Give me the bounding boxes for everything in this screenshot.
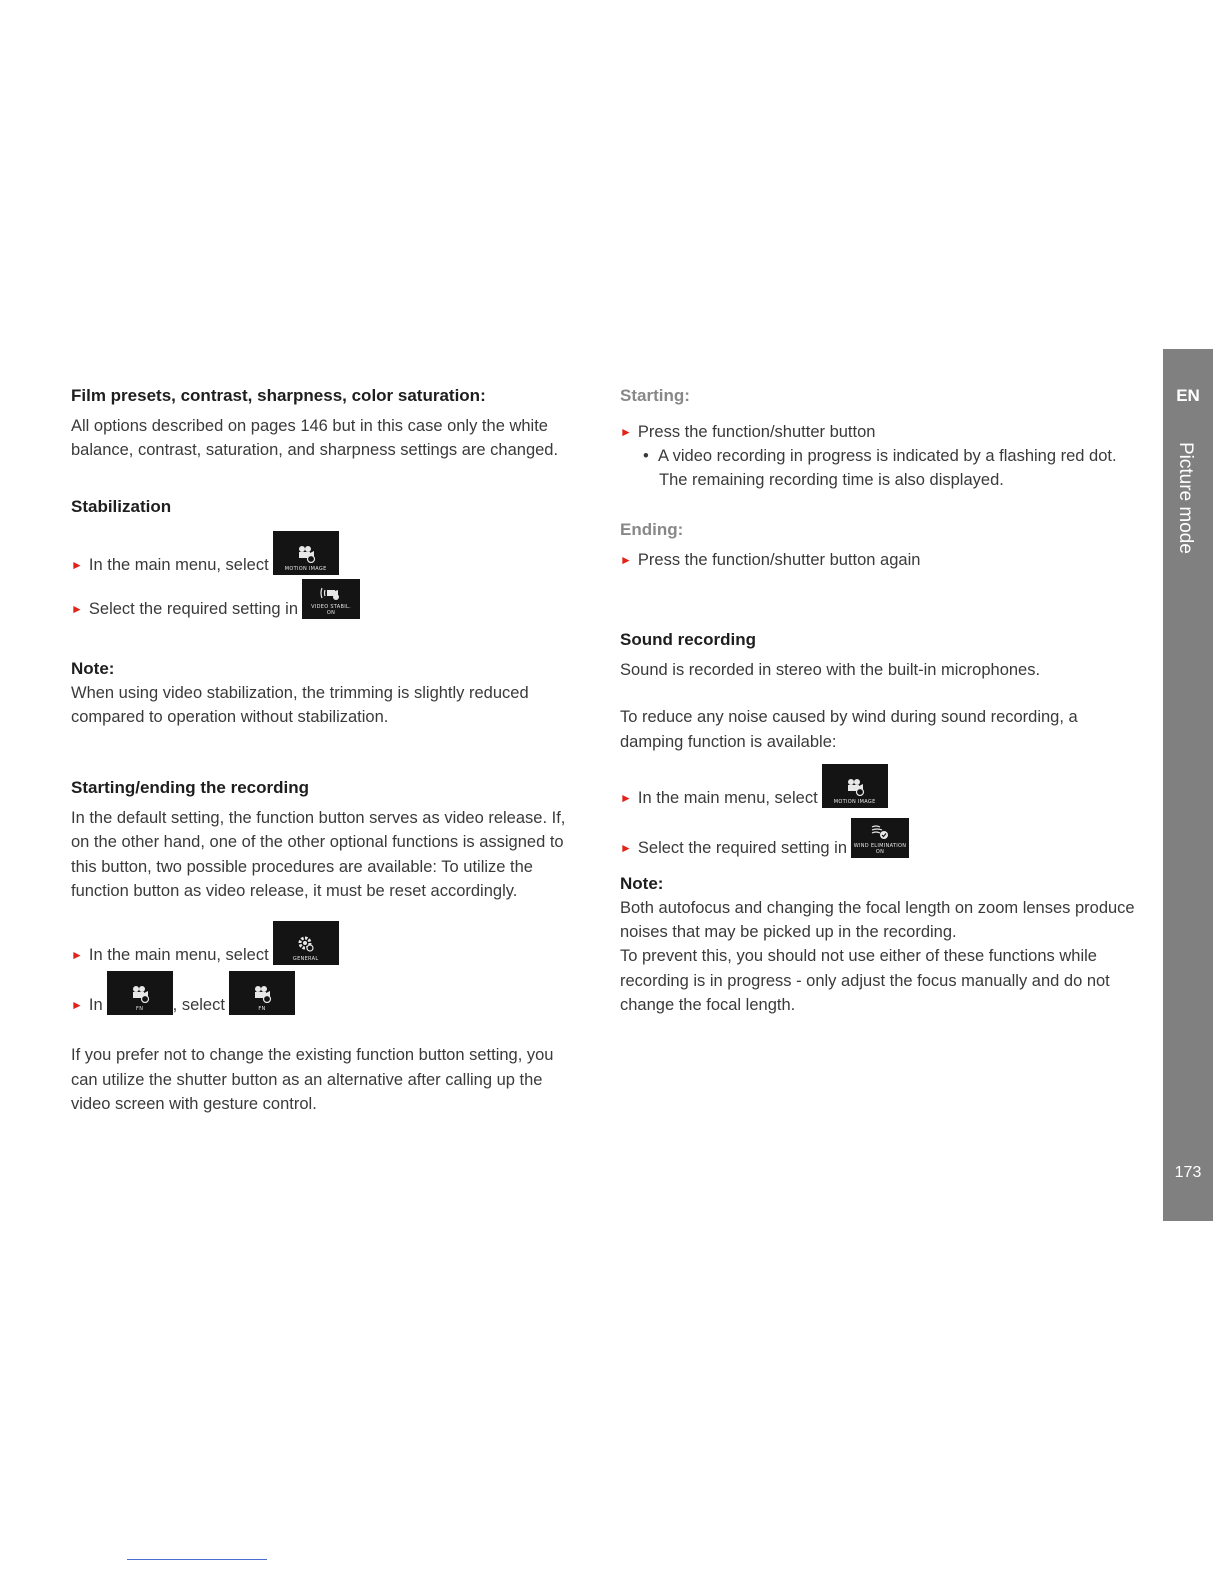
sound-step-2 — [620, 818, 1145, 860]
sound-text-1: Sound is recorded in stereo with the built-in microphones. — [620, 661, 1041, 679]
footer-rule — [127, 1559, 267, 1560]
button-value: ON — [875, 848, 885, 855]
alternative-text: If you prefer not to change the existing function button setting, you can utilize the shutter button as an alternative after calling up the video screen with gesture control. — [71, 1046, 554, 1113]
bullet-text: A video recording in progress is indicated by a flashing red dot. The remaining recording time is also displayed. — [657, 447, 1117, 489]
step-text: Select the required setting in — [88, 599, 299, 618]
button-label: WIND ELIMINATION — [853, 842, 907, 849]
stabilization-step-2 — [71, 579, 581, 621]
button-label: MOTION IMAGE — [833, 798, 876, 805]
general-button[interactable] — [273, 921, 339, 965]
arrow-icon: ► — [620, 790, 632, 805]
step-text: In the main menu, select — [88, 555, 269, 574]
wind-elimination-button[interactable] — [851, 818, 909, 858]
button-value: ON — [326, 609, 336, 616]
button-label: MOTION IMAGE — [284, 565, 327, 572]
ending-heading: Ending: — [620, 520, 684, 539]
fn-button-b[interactable] — [229, 971, 295, 1015]
gear-icon — [297, 935, 315, 953]
recording-step-2 — [71, 971, 581, 1017]
sound-text-2: To reduce any noise caused by wind during sound recording, a damping function is available: — [620, 708, 1078, 751]
button-label: FN — [136, 1006, 144, 1013]
step-text: In the main menu, select — [88, 946, 269, 965]
step-text: Press the function/shutter button — [637, 423, 876, 441]
note-heading: Note: — [71, 658, 115, 678]
movie-camera-icon — [129, 985, 151, 1003]
button-label: VIDEO STABIL. — [311, 603, 351, 610]
arrow-icon: ► — [620, 840, 632, 855]
language-label: EN — [1176, 386, 1200, 405]
film-presets-text: All options described on pages 146 but in this case only the white balance, contrast, saturation, and sharpness settings are changed. — [71, 417, 559, 460]
section-title: Picture mode — [1175, 442, 1196, 554]
fn-button-a[interactable] — [107, 971, 173, 1015]
arrow-icon: ► — [620, 425, 632, 439]
sidebar-tab — [1163, 349, 1213, 1221]
wind-icon — [869, 824, 891, 840]
arrow-icon: ► — [71, 601, 83, 616]
arrow-icon: ► — [71, 557, 83, 572]
stabilization-step-1 — [71, 531, 581, 577]
motion-image-button[interactable] — [273, 531, 339, 575]
movie-camera-icon — [295, 545, 317, 563]
starting-ending-text: In the default setting, the function button serves as video release. If, on the other hand, one of the other optional functions is assigned to this button, two possible procedures are available: To utilize the function button as video release, it must be reset accordingly. — [71, 809, 566, 901]
recording-step-1 — [71, 921, 581, 967]
step-text: Press the function/shutter button again — [637, 551, 921, 569]
step-text: Select the required setting in — [637, 838, 848, 857]
starting-ending-heading: Starting/ending the recording — [71, 778, 310, 798]
video-stabilization-button[interactable] — [302, 579, 360, 619]
movie-camera-icon — [844, 778, 866, 796]
stabilization-heading: Stabilization — [71, 496, 172, 516]
ending-step — [620, 548, 1145, 572]
sound-recording-heading: Sound recording — [620, 630, 756, 649]
step-text: In — [88, 996, 103, 1015]
starting-heading: Starting: — [620, 386, 690, 405]
note-text: When using video stabilization, the trimming is slightly reduced compared to operation without stabilization. — [71, 683, 529, 726]
page-number: 173 — [1174, 1164, 1202, 1181]
sound-note-text-2: To prevent this, you should not use either of these functions while recording is in progress - only adjust the focus manually and do not change the focal length. — [620, 947, 1110, 1015]
arrow-icon: ► — [71, 998, 83, 1013]
step-text: In the main menu, select — [637, 788, 818, 807]
starting-bullet: • A video recording in progress is indicated by a flashing red dot. The remaining recording time is also displayed. — [643, 447, 1117, 489]
video-stabilization-icon — [319, 585, 343, 601]
arrow-icon: ► — [620, 553, 632, 567]
arrow-icon: ► — [71, 948, 83, 963]
button-label: GENERAL — [292, 956, 319, 963]
sound-note-heading: Note: — [620, 873, 664, 893]
movie-camera-icon — [251, 985, 273, 1003]
right-column — [620, 384, 1145, 1017]
left-column — [71, 384, 581, 1116]
sound-step-1 — [620, 764, 1145, 810]
motion-image-button[interactable] — [822, 764, 888, 808]
film-presets-heading: Film presets, contrast, sharpness, color saturation: — [71, 386, 486, 405]
button-label: FN — [258, 1006, 266, 1013]
step-text: , select — [172, 996, 225, 1015]
starting-step — [620, 420, 1145, 444]
sound-note-text-1: Both autofocus and changing the focal length on zoom lenses produce noises that may be picked up in the recording. — [620, 898, 1135, 942]
